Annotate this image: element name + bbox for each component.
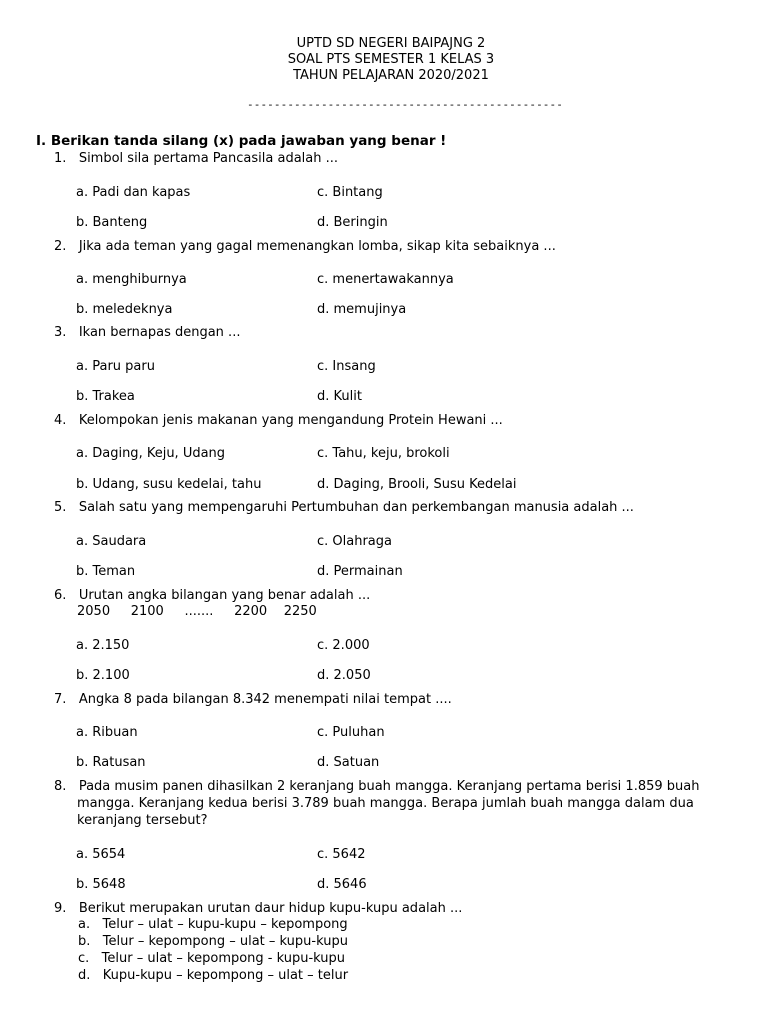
option-c[interactable]: c. Puluhan: [317, 725, 385, 740]
option-a[interactable]: a. Ribuan: [76, 725, 138, 740]
question-text: Angka 8 pada bilangan 8.342 menempati nilai tempat ....: [78, 692, 452, 707]
question-text: Ikan bernapas dengan ...: [78, 325, 241, 340]
option-d[interactable]: d. 5646: [317, 877, 367, 892]
option-b[interactable]: b. Udang, susu kedelai, tahu: [76, 477, 262, 492]
option-c[interactable]: c. Olahraga: [317, 534, 392, 549]
option-c[interactable]: c. 2.000: [317, 638, 370, 653]
question-text: Jika ada teman yang gagal memenangkan lomba, sikap kita sebaiknya ...: [78, 239, 556, 254]
option-c[interactable]: c. menertawakannya: [317, 272, 454, 287]
question-number: 3.: [54, 325, 67, 340]
question-1: [54, 151, 338, 167]
question-6: [54, 588, 370, 604]
option-a[interactable]: a. Padi dan kapas: [76, 185, 191, 200]
question-number: 1.: [54, 151, 67, 166]
question-8: [54, 779, 699, 795]
question-9: [54, 901, 462, 917]
question-5: [54, 500, 634, 516]
option-a[interactable]: a. 5654: [76, 847, 126, 862]
option-d[interactable]: d. memujinya: [317, 302, 407, 317]
option-a[interactable]: a. Telur – ulat – kupu-kupu – kepompong: [78, 917, 348, 932]
option-a[interactable]: a. Saudara: [76, 534, 147, 549]
question-text-line-2: mangga. Keranjang kedua berisi 3.789 buah mangga. Berapa jumlah buah mangga dalam dua: [77, 796, 694, 811]
question-number: 2.: [54, 239, 67, 254]
question-number: 5.: [54, 500, 67, 515]
question-number: 8.: [54, 779, 67, 794]
option-c[interactable]: c. Tahu, keju, brokoli: [317, 446, 450, 461]
question-2: [54, 239, 556, 255]
question-text-line-1: Pada musim panen dihasilkan 2 keranjang buah mangga. Keranjang pertama berisi 1.859 buah: [78, 779, 700, 794]
question-text: Berikut merupakan urutan daur hidup kupu-kupu adalah ...: [78, 901, 463, 916]
option-b[interactable]: b. Ratusan: [76, 755, 146, 770]
question-number: 9.: [54, 901, 67, 916]
option-a[interactable]: a. 2.150: [76, 638, 130, 653]
question-text: Kelompokan jenis makanan yang mengandung Protein Hewani ...: [78, 413, 503, 428]
option-d[interactable]: d. 2.050: [317, 668, 371, 683]
option-c[interactable]: c. Bintang: [317, 185, 383, 200]
question-7: [54, 692, 452, 708]
option-d[interactable]: d. Kupu-kupu – kepompong – ulat – telur: [78, 968, 349, 983]
option-d[interactable]: d. Satuan: [317, 755, 380, 770]
option-c[interactable]: c. Insang: [317, 359, 376, 374]
option-b[interactable]: b. Teman: [76, 564, 136, 579]
option-b[interactable]: b. 5648: [76, 877, 126, 892]
option-b[interactable]: b. meledeknya: [76, 302, 173, 317]
option-b[interactable]: b. Banteng: [76, 215, 148, 230]
exam-header: [0, 36, 768, 84]
option-c[interactable]: c. 5642: [317, 847, 366, 862]
academic-year: TAHUN PELAJARAN 2020/2021: [293, 68, 489, 83]
option-d[interactable]: d. Beringin: [317, 215, 388, 230]
option-b[interactable]: b. Telur – kepompong – ulat – kupu-kupu: [78, 934, 348, 949]
question-4: [54, 413, 503, 429]
question-3: [54, 325, 240, 341]
section-title: I. Berikan tanda silang (x) pada jawaban yang benar !: [36, 133, 447, 149]
option-a[interactable]: a. Daging, Keju, Udang: [76, 446, 226, 461]
number-sequence: 2050 2100 ....... 2200 2250: [77, 604, 317, 619]
question-text: Salah satu yang mempengaruhi Pertumbuhan dan perkembangan manusia adalah ...: [78, 500, 634, 515]
option-c[interactable]: c. Telur – ulat – kepompong - kupu-kupu: [78, 951, 346, 966]
exam-title: SOAL PTS SEMESTER 1 KELAS 3: [287, 52, 495, 67]
option-d[interactable]: d. Kulit: [317, 389, 362, 404]
question-text: Simbol sila pertama Pancasila adalah ...: [78, 151, 339, 166]
question-text-line-3: keranjang tersebut?: [77, 813, 208, 828]
option-a[interactable]: a. menghiburnya: [76, 272, 187, 287]
option-d[interactable]: d. Daging, Brooli, Susu Kedelai: [317, 477, 517, 492]
school-name: UPTD SD NEGERI BAIPAJNG 2: [296, 36, 486, 51]
question-number: 4.: [54, 413, 67, 428]
option-b[interactable]: b. 2.100: [76, 668, 130, 683]
question-number: 6.: [54, 588, 67, 603]
question-number: 7.: [54, 692, 67, 707]
option-a[interactable]: a. Paru paru: [76, 359, 155, 374]
option-b[interactable]: b. Trakea: [76, 389, 135, 404]
question-text: Urutan angka bilangan yang benar adalah ...: [78, 588, 371, 603]
option-d[interactable]: d. Permainan: [317, 564, 403, 579]
header-divider: -----------------------------------------------: [247, 98, 563, 111]
